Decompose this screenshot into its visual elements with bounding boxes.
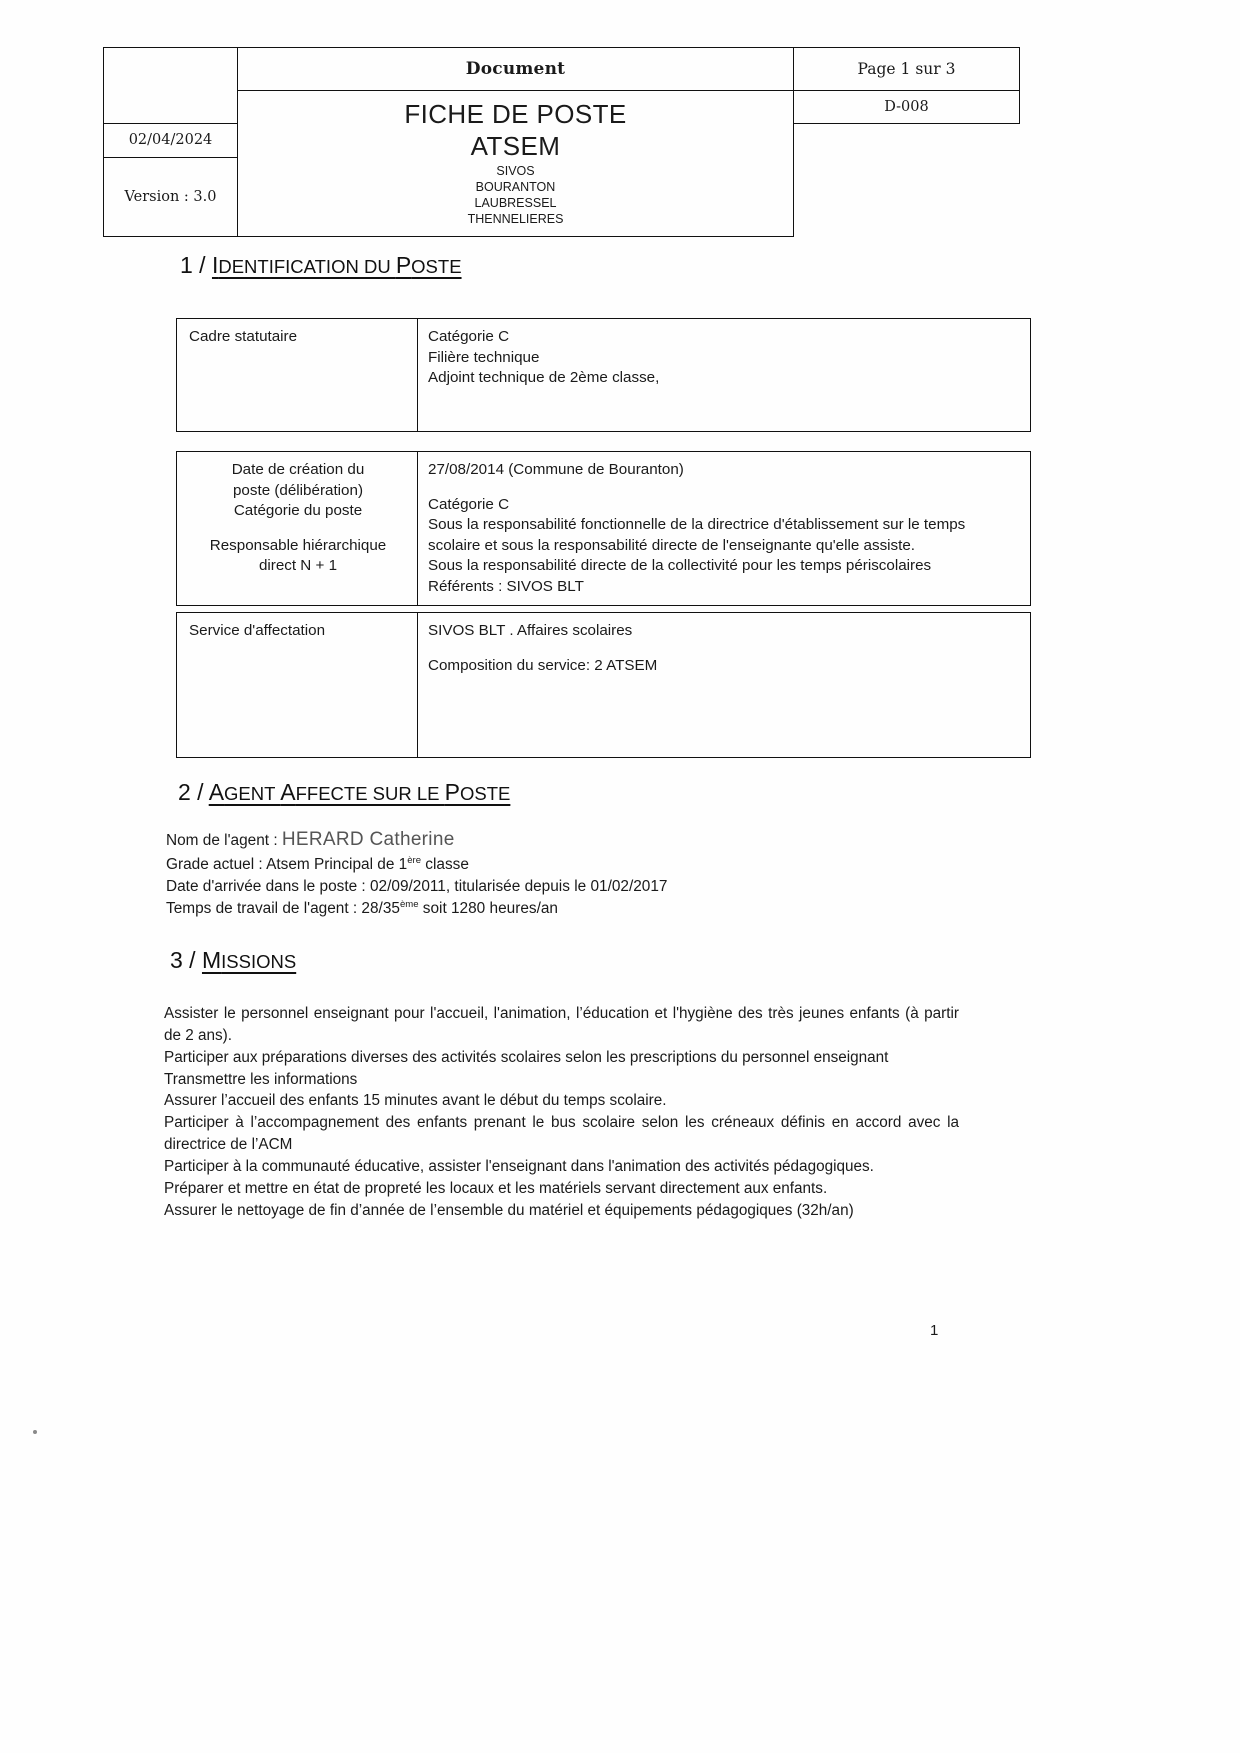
table-row xyxy=(177,319,1031,432)
scan-artifact-speck xyxy=(33,1430,37,1434)
section-heading-identification xyxy=(180,252,462,279)
agent-grade-label: Grade actuel : Atsem Principal de 1 xyxy=(166,856,408,874)
document-header-table xyxy=(103,47,1020,237)
cadre-line-adjoint: Adjoint technique de 2ème classe, xyxy=(428,369,660,387)
section-1-title-rest: DENTIFICATION DU xyxy=(218,256,396,277)
footer-page-number: 1 xyxy=(930,1322,939,1339)
creation-label-line2: poste (délibération) xyxy=(232,481,363,499)
table-row xyxy=(177,613,1031,758)
creation-value-referents: Référents : SIVOS BLT xyxy=(428,577,584,595)
creation-poste-value xyxy=(418,452,1031,606)
agent-worktime-tail: soit 1280 heures/an xyxy=(418,899,558,917)
header-title-fiche: FICHE DE POSTE xyxy=(404,99,627,129)
agent-name-value: HERARD Catherine xyxy=(281,829,455,850)
header-version: Version : 3.0 xyxy=(124,188,217,205)
section-1-title-p: P xyxy=(395,252,412,278)
header-title-atsem: ATSEM xyxy=(470,131,561,162)
service-value-spacer xyxy=(428,642,1020,656)
table-service-affectation xyxy=(176,612,1031,758)
header-doc-code-cell xyxy=(794,91,1020,124)
header-commune-laubressel: LAUBRESSEL xyxy=(474,196,557,210)
section-1-title xyxy=(212,252,462,278)
header-commune-thennelieres: THENNELIERES xyxy=(467,212,564,226)
agent-grade-tail: classe xyxy=(421,856,469,874)
section-2-title: AGENT AFFECTE SUR LE POSTE xyxy=(208,779,511,805)
creation-value-responsabilite-collectivite: Sous la responsabilité directe de la collectivité pour les temps périscolaires xyxy=(428,557,932,575)
mission-item: Transmettre les informations xyxy=(164,1070,358,1088)
header-doc-date-cell xyxy=(104,124,238,157)
creation-label-line5: direct N + 1 xyxy=(258,557,338,575)
agent-grade-line xyxy=(166,854,1026,876)
agent-arrival-line: Date d'arrivée dans le poste : 02/09/2011, titularisée depuis le 01/02/2017 xyxy=(166,877,668,895)
service-value-sivos: SIVOS BLT . Affaires scolaires xyxy=(428,622,633,639)
mission-item: Assurer le nettoyage de fin d’année de l’ensemble du matériel et équipements pédagogiques (32h/an) xyxy=(164,1201,854,1219)
agent-worktime-ordinal: ème xyxy=(399,898,419,910)
section-heading-agent-affecte xyxy=(178,779,510,806)
cadre-line-filiere: Filière technique xyxy=(428,348,540,366)
creation-poste-label xyxy=(177,452,418,606)
creation-value-date: 27/08/2014 (Commune de Bouranton) xyxy=(428,461,684,478)
section-1-title-poste: OSTE xyxy=(411,256,462,277)
creation-value-categorie: Catégorie C xyxy=(428,495,510,513)
section-3-number: 3 / xyxy=(170,947,196,973)
header-page-indicator-cell xyxy=(794,48,1020,91)
section-1-title-i: I xyxy=(211,252,219,278)
cadre-statutaire-label: Cadre statutaire xyxy=(177,319,418,432)
service-affectation-value xyxy=(418,613,1031,758)
creation-label-line3: Catégorie du poste xyxy=(233,502,363,520)
header-logo-cell xyxy=(104,48,238,124)
section-heading-missions xyxy=(170,947,296,974)
table-creation-poste xyxy=(176,451,1031,606)
service-affectation-label: Service d'affectation xyxy=(177,613,418,758)
header-doc-code: D-008 xyxy=(884,99,929,116)
mission-item: Participer aux préparations diverses des activités scolaires selon les prescriptions du personnel enseignant xyxy=(164,1048,889,1066)
header-commune-sivos: SIVOS xyxy=(496,164,535,178)
agent-name-line xyxy=(166,827,1026,854)
creation-label-line4: Responsable hiérarchique xyxy=(209,536,387,554)
agent-details-block xyxy=(166,827,1026,920)
section-3-title: MISSIONS xyxy=(201,947,297,973)
creation-value-responsabilite-fonctionnelle: Sous la responsabilité fonctionnelle de la directrice d'établissement sur le temps scolaire et sous la responsabilité directe de l'enseignante qu'elle assiste. xyxy=(428,516,966,554)
header-version-cell xyxy=(104,157,238,236)
table-cadre-statutaire xyxy=(176,318,1031,432)
cadre-statutaire-value xyxy=(418,319,1031,432)
agent-name-label: Nom de l'agent : xyxy=(166,832,282,849)
mission-item: Assister le personnel enseignant pour l'accueil, l'animation, l’éducation et l'hygiène des très jeunes enfants (à partir de 2 ans). xyxy=(164,1005,959,1044)
mission-item: Participer à l’accompagnement des enfants prenant le bus scolaire selon les créneaux définis en accord avec la directrice de l’ACM xyxy=(164,1114,959,1154)
table-row xyxy=(177,452,1031,606)
section-2-number: 2 / xyxy=(178,779,204,805)
header-doc-date: 02/04/2024 xyxy=(128,132,213,149)
mission-item: Assurer l’accueil des enfants 15 minutes avant le début du temps scolaire. xyxy=(164,1092,667,1110)
header-document-label-cell xyxy=(238,48,794,91)
creation-value-spacer xyxy=(428,481,1020,495)
header-title-cell xyxy=(238,91,794,237)
creation-label-spacer xyxy=(189,522,407,536)
agent-worktime-label: Temps de travail de l'agent : 28/35 xyxy=(166,899,400,917)
header-commune-bouranton: BOURANTON xyxy=(475,180,556,194)
creation-label-line1: Date de création du xyxy=(231,461,365,478)
header-page-indicator: Page 1 sur 3 xyxy=(857,60,956,78)
section-1-number: 1 / xyxy=(180,252,206,278)
mission-item: Préparer et mettre en état de propreté les locaux et les matériels servant directement aux enfants. xyxy=(164,1179,828,1197)
service-value-composition: Composition du service: 2 ATSEM xyxy=(428,656,658,674)
agent-grade-ordinal: ère xyxy=(407,854,422,866)
header-communes-list xyxy=(238,162,793,236)
header-document-word: Document xyxy=(465,59,566,79)
mission-item: Participer à la communauté éducative, assister l'enseignant dans l'animation des activités pédagogiques. xyxy=(164,1158,874,1176)
agent-worktime-line xyxy=(166,898,1026,920)
missions-list xyxy=(164,1003,959,1222)
cadre-line-categorie: Catégorie C xyxy=(428,328,510,345)
